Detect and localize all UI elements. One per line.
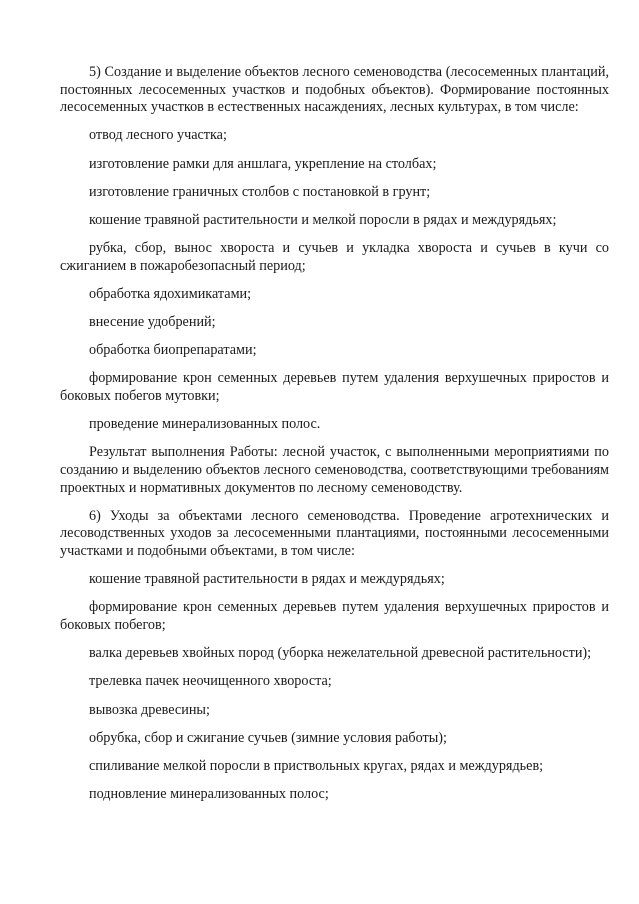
list-item: формирование крон семенных деревьев путем удаления верхушечных приростов и боковых побегов мутовки;	[60, 370, 609, 405]
list-item: трелевка пачек неочищенного хвороста;	[89, 673, 332, 690]
list-item: валка деревьев хвойных пород (уборка нежелательной древесной растительности);	[89, 645, 592, 662]
list-item: спиливание мелкой поросли в приствольных кругах, рядах и междурядьев;	[89, 757, 544, 774]
list-item: подновление минерализованных полос;	[89, 786, 329, 803]
list-item: изготовление рамки для аншлага, укрепление на столбах;	[89, 155, 437, 172]
list-item: внесение удобрений;	[89, 314, 216, 331]
list-item: рубка, сбор, вынос хвороста и сучьев и укладка хвороста и сучьев в кучи со сжиганием в пожаробезопасный период;	[60, 240, 609, 274]
list-item: обрубка, сбор и сжигание сучьев (зимние условия работы);	[89, 729, 447, 746]
list-item: кошение травяной растительности в рядах и междурядьях;	[89, 571, 445, 588]
list-item: вывозка древесины;	[89, 701, 210, 718]
list-item: формирование крон семенных деревьев путем удаления верхушечных приростов и боковых побегов;	[60, 599, 609, 633]
list-item: отвод лесного участка;	[89, 127, 227, 144]
list-item: изготовление граничных столбов с постановкой в грунт;	[89, 183, 431, 200]
document-body	[60, 64, 609, 804]
list-item: кошение травяной растительности и мелкой поросли в рядах и междурядьях;	[89, 211, 557, 228]
list-item: проведение минерализованных полос.	[89, 416, 321, 433]
paragraph-section-6-heading: 6) Уходы за объектами лесного семеноводства. Проведение агротехнических и лесоводственных уходов за лесосеменными плантациями, постоянными лесосеменными участками и подобными объектами, в том числе:	[60, 507, 609, 559]
paragraph-result: Результат выполнения Работы: лесной участок, с выполненными мероприятиями по созданию и выделению объектов лесного семеноводства, соответствующими требованиям проектных и нормативных документов по лесному семеноводству.	[60, 444, 609, 496]
list-item: обработка ядохимикатами;	[89, 285, 252, 302]
list-item: обработка биопрепаратами;	[89, 342, 257, 359]
paragraph-section-5-heading: 5) Создание и выделение объектов лесного семеноводства (лесосеменных плантаций, постоянных лесосеменных участков и подобных объектов). Формирование постоянных лесосеменных участков в естественных насаждениях, лесных культурах, в том числе:	[60, 64, 609, 116]
